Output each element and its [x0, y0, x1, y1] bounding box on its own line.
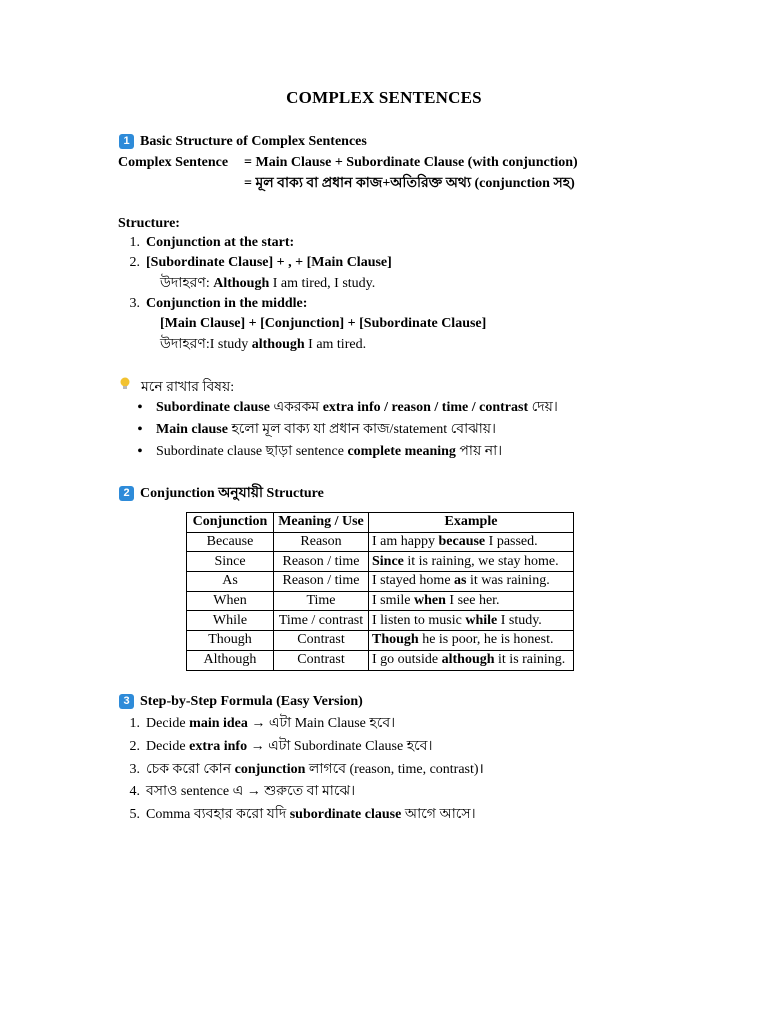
bullet-dot: •: [137, 444, 143, 459]
structure-item-1: 1. Conjunction at the start:: [129, 235, 295, 250]
remember-bullet-1: • Subordinate clause একরকম extra info / reason / time / contrast দেয়।: [134, 399, 558, 417]
remember-heading: মনে রাখার বিষয়:: [119, 377, 234, 397]
table-row: Though Contrast Though he is poor, he is honest.: [187, 631, 574, 651]
table-row: While Time / contrast I listen to music while I study.: [187, 611, 574, 631]
structure-item-2-example: উদাহরণ: Although I am tired, I study.: [160, 276, 376, 291]
bullet-dot: •: [137, 422, 143, 437]
number-badge-1: 1: [119, 134, 134, 149]
number-badge-3: 3: [119, 694, 134, 709]
step-item-1: 1. Decide main idea → এটা Main Clause হবে।: [129, 716, 396, 731]
structure-item-2: 2. [Subordinate Clause] + , + [Main Clause]: [129, 255, 392, 270]
structure-heading: Structure:: [118, 216, 180, 231]
number-badge-2: 2: [119, 486, 134, 501]
conjunction-table: [186, 512, 574, 671]
section1-heading: [119, 133, 367, 151]
bullet-dot: •: [137, 400, 143, 415]
structure-item-3: 3. Conjunction in the middle:: [129, 296, 308, 311]
section2-heading: 2 Conjunction অনুযায়ী Structure: [119, 485, 324, 503]
table-row: As Reason / time I stayed home as it was raining.: [187, 572, 574, 592]
section1-heading-text: Basic Structure of Complex Sentences: [140, 134, 367, 149]
table-row: When Time I smile when I see her.: [187, 591, 574, 611]
definition-label: Complex Sentence: [118, 155, 229, 170]
section3-heading: 3 Step-by-Step Formula (Easy Version): [119, 693, 363, 711]
definition-line-2: = মূল বাক্য বা প্রধান কাজ+অতিরিক্ত অথ্য (conjunction সহ): [244, 176, 575, 191]
remember-bullet-3: • Subordinate clause ছাড়া sentence complete meaning পায় না।: [134, 443, 502, 461]
step-item-3: 3. চেক করো কোন conjunction লাগবে (reason, time, contrast)।: [129, 762, 484, 777]
table-row: Because Reason I am happy because I passed.: [187, 532, 574, 552]
structure-item-3-example: উদাহরণ:I study although I am tired.: [160, 337, 367, 352]
definition-line-1: = Main Clause + Subordinate Clause (with conjunction): [244, 155, 578, 170]
step-item-5: 5. Comma ব্যবহার করো যদি subordinate clause আগে আসে।: [129, 807, 476, 822]
column-header: Meaning / Use: [274, 513, 369, 533]
lightbulb-icon: [119, 377, 135, 396]
column-header: Conjunction: [187, 513, 274, 533]
table-header-row: [187, 513, 574, 533]
remember-bullet-2: • Main clause হলো মূল বাক্য যা প্রধান কাজ/statement বোঝায়।: [134, 421, 496, 439]
table-row: Although Contrast I go outside although it is raining.: [187, 650, 574, 670]
step-item-4: 4. বসাও sentence এ → শুরুতে বা মাঝে।: [129, 784, 356, 799]
structure-item-3-pattern: [Main Clause] + [Conjunction] + [Subordinate Clause]: [160, 316, 487, 331]
table-row: Since Reason / time Since it is raining, we stay home.: [187, 552, 574, 572]
column-header: Example: [369, 513, 574, 533]
page-title: COMPLEX SENTENCES: [286, 88, 482, 107]
step-item-2: 2. Decide extra info → এটা Subordinate Clause হবে।: [129, 739, 433, 754]
